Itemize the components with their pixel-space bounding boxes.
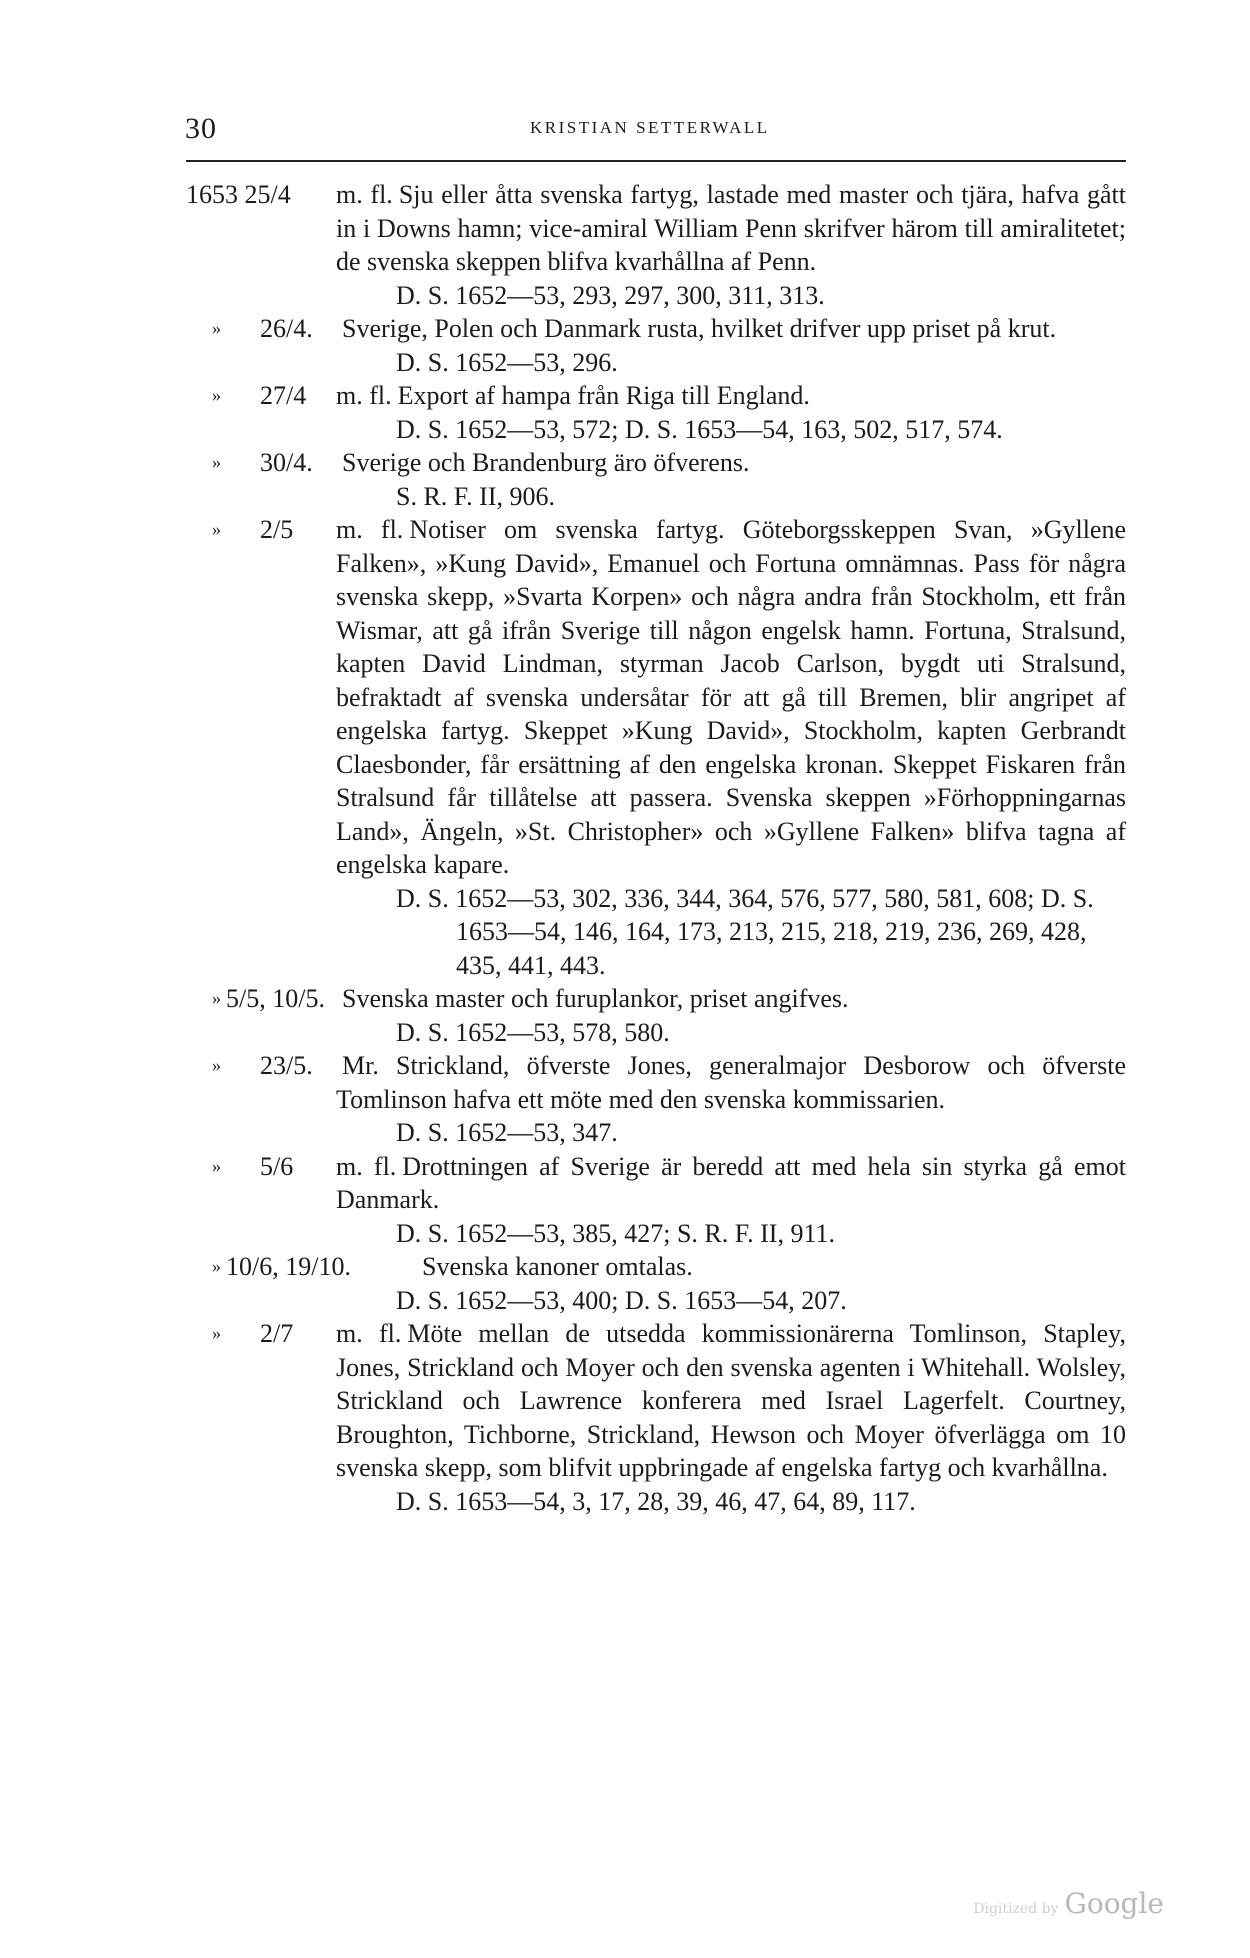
entry-27-4: [186, 379, 1126, 446]
entry-text: Sverige, Polen och Danmark rusta, hvilket drifver upp priset på krut.: [342, 314, 1057, 343]
entry-reference: S. R. F. II, 906.: [396, 481, 555, 511]
ditto-mark: »: [212, 1155, 221, 1176]
entry-mfl: m. fl.: [336, 1319, 402, 1348]
entry-text: Mr. Strickland, öfverste Jones, generalmajor Desborow och öfverste Tomlinson hafva ett möte med den svenska kommissarien.: [336, 1051, 1126, 1114]
entry-23-5: [186, 1049, 1126, 1150]
entry-1653-25-4: [186, 178, 1126, 312]
entry-text: Svenska master och furuplankor, priset angifves.: [342, 984, 849, 1013]
entry-2-7: [186, 1317, 1126, 1518]
entry-date: 1653 25/4: [186, 180, 291, 209]
ditto-mark: »: [212, 1055, 221, 1075]
ditto-mark: »: [212, 1323, 221, 1343]
entry-date: 26/4.: [260, 314, 313, 343]
entry-text: m. fl. Sju eller åtta svenska fartyg, lastade med master och tjära, hafva gått in i Downs hamn; vice-amiral William Penn skrifver härom till amiralitetet; de svenska skeppen blifva kvarhållna af Penn.: [336, 180, 1127, 276]
entry-mfl: m. fl.: [336, 1151, 397, 1181]
entry-reference: D. S. 1652—53, 296.: [396, 347, 618, 377]
entry-reference: D. S. 1652—53, 385, 427; S. R. F. II, 911.: [396, 1218, 835, 1248]
ditto-mark: »: [212, 1256, 221, 1276]
ditto-mark: »: [212, 452, 221, 472]
entry-reference: D. S. 1652—53, 572; D. S. 1653—54, 163, 502, 517, 574.: [396, 414, 1003, 444]
entry-reference: D. S. 1652—53, 293, 297, 300, 311, 313.: [396, 280, 825, 310]
running-head: KRISTIAN SETTERWALL: [530, 118, 770, 137]
entry-date: 2/7: [260, 1319, 294, 1348]
entry-reference: D. S. 1652—53, 578, 580.: [396, 1017, 670, 1047]
page-number: 30: [185, 112, 217, 145]
entry-5-5: [186, 982, 1126, 1049]
entry-date: 5/5, 10/5.: [226, 984, 325, 1013]
entry-10-6: [186, 1250, 1126, 1317]
entry-text: m. fl. Drottningen af Sverige är beredd att med hela sin styrka gå emot Danmark.: [336, 1151, 1126, 1214]
ditto-mark: »: [212, 318, 221, 338]
entry-text: Sverige och Brandenburg äro öfverens.: [342, 448, 750, 477]
entry-reference: D. S. 1652—53, 302, 336, 344, 364, 576, 577, 580, 581, 608; D. S. 1653—54, 146, 164, 173, 213, 215, 218, 219, 236, 269, 428, 435, 441, 443.: [396, 883, 1094, 980]
ditto-mark: »: [212, 988, 221, 1008]
watermark-prefix: Digitized by: [973, 1901, 1059, 1917]
ditto-mark: »: [212, 519, 221, 539]
entry-mfl: m. fl.: [336, 381, 392, 410]
google-watermark: [973, 1887, 1164, 1920]
entry-date: 2/5: [260, 515, 294, 544]
entry-date: 23/5.: [260, 1051, 313, 1080]
entry-5-6: [186, 1150, 1126, 1251]
entry-2-5: [186, 513, 1126, 982]
entry-date: 10/6, 19/10.: [226, 1252, 351, 1281]
header-rule: [186, 160, 1126, 162]
entry-text: Svenska kanoner omtalas.: [422, 1252, 693, 1281]
entry-reference: D. S. 1653—54, 3, 17, 28, 39, 46, 47, 64, 89, 117.: [396, 1486, 916, 1516]
entry-text: m. fl. Notiser om svenska fartyg. Göteborgsskeppen Svan, »Gyllene Falken», »Kung David», Emanuel och Fortuna omnämnas. Pass för några svenska skepp, »Svarta Korpen» och några andra från Stockholm, ett från Wismar, att gå ifrån Sverige till någon engelsk hamn. Fortuna, Stralsund, kapten David Lindman, styrman Jacob Carlson, bygdt uti Stralsund, befraktadt af svenska undersåtar för att gå till Bremen, blir angripet af engelska fartyg. Skeppet »Kung David», Stockholm, kapten Gerbrandt Claesbonder, får ersättning af den engelska kronan. Skeppet Fiskaren från Stralsund får tillåtelse att passera. Svenska skeppen »Förhoppningarnas Land», Ängeln, »St. Christopher» och »Gyllene Falken» blifva tagna af engelska kapare.: [336, 515, 1126, 879]
entry-date: 30/4.: [260, 448, 313, 477]
entry-reference: D. S. 1652—53, 347.: [396, 1118, 618, 1147]
entry-30-4: [186, 446, 1126, 513]
ditto-mark: »: [212, 385, 221, 405]
entry-26-4: [186, 312, 1126, 379]
entry-mfl: m. fl.: [336, 515, 404, 544]
entry-mfl: m. fl.: [336, 180, 393, 209]
entry-reference: D. S. 1652—53, 400; D. S. 1653—54, 207.: [396, 1285, 847, 1315]
entry-text: m. fl. Möte mellan de utsedda kommissionärerna Tomlinson, Stapley, Jones, Strickland och Moyer och den svenska agenten i Whitehall. Wolsley, Strickland och Lawrence konferera med Israel Lagerfelt. Courtney, Broughton, Tichborne, Strickland, Hewson och Moyer öfverlägga om 10 svenska skepp, som blifvit uppbringade af engelska fartyg och kvarhållna.: [336, 1319, 1126, 1482]
entry-date: 5/6: [260, 1151, 294, 1181]
entry-date: 27/4: [260, 381, 307, 410]
entry-text: m. fl. Export af hampa från Riga till England.: [336, 381, 810, 410]
entries-list: [186, 178, 1126, 1518]
watermark-brand: Google: [1064, 1887, 1164, 1920]
